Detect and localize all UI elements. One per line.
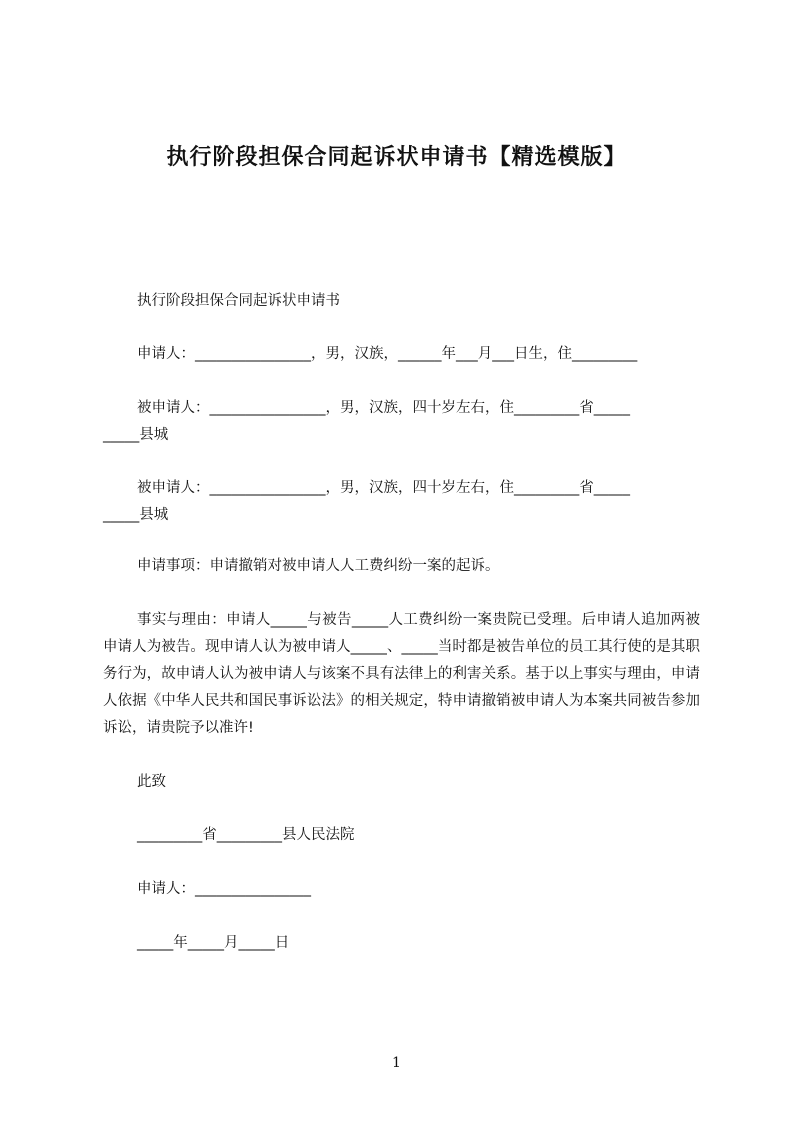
respondent-line-2: 被申请人：________________，男，汉族，四十岁左右，住_________省_____ _____县城	[103, 480, 630, 523]
document-title: 执行阶段担保合同起诉状申请书【精选模版】	[166, 145, 627, 170]
date-line: _____年_____月_____日	[137, 935, 290, 951]
court-line: _________省_________县人民法院	[137, 827, 355, 843]
facts-and-reasons: 事实与理由：申请人_____与被告_____人工费纠纷一案贵院已受理。后申请人追加两被申请人为被告。现申请人认为被申请人_____、_____当时都是被告单位的员工其行使的是其职务行为，故申请人认为被申请人与该案不具有法律上的利害关系。基于以上事实与理由，申请人依据《中华人民共和国民事诉讼法》的相关规定，特申请撤销被申请人为本案共同被告参加诉讼，请贵院予以准许!	[103, 612, 700, 736]
salutation: 此致	[137, 774, 166, 790]
document-heading: 执行阶段担保合同起诉状申请书	[137, 293, 340, 309]
signature-line: 申请人：________________	[137, 881, 311, 897]
request-items: 申请事项：申请撤销对被申请人人工费纠纷一案的起诉。	[137, 558, 500, 574]
applicant-line: 申请人：________________，男，汉族，______年___月___日生，住_________	[137, 346, 638, 362]
respondent-line-1: 被申请人：________________，男，汉族，四十岁左右，住_________省_____ _____县城	[103, 400, 630, 443]
page-number: 1	[392, 1055, 401, 1071]
